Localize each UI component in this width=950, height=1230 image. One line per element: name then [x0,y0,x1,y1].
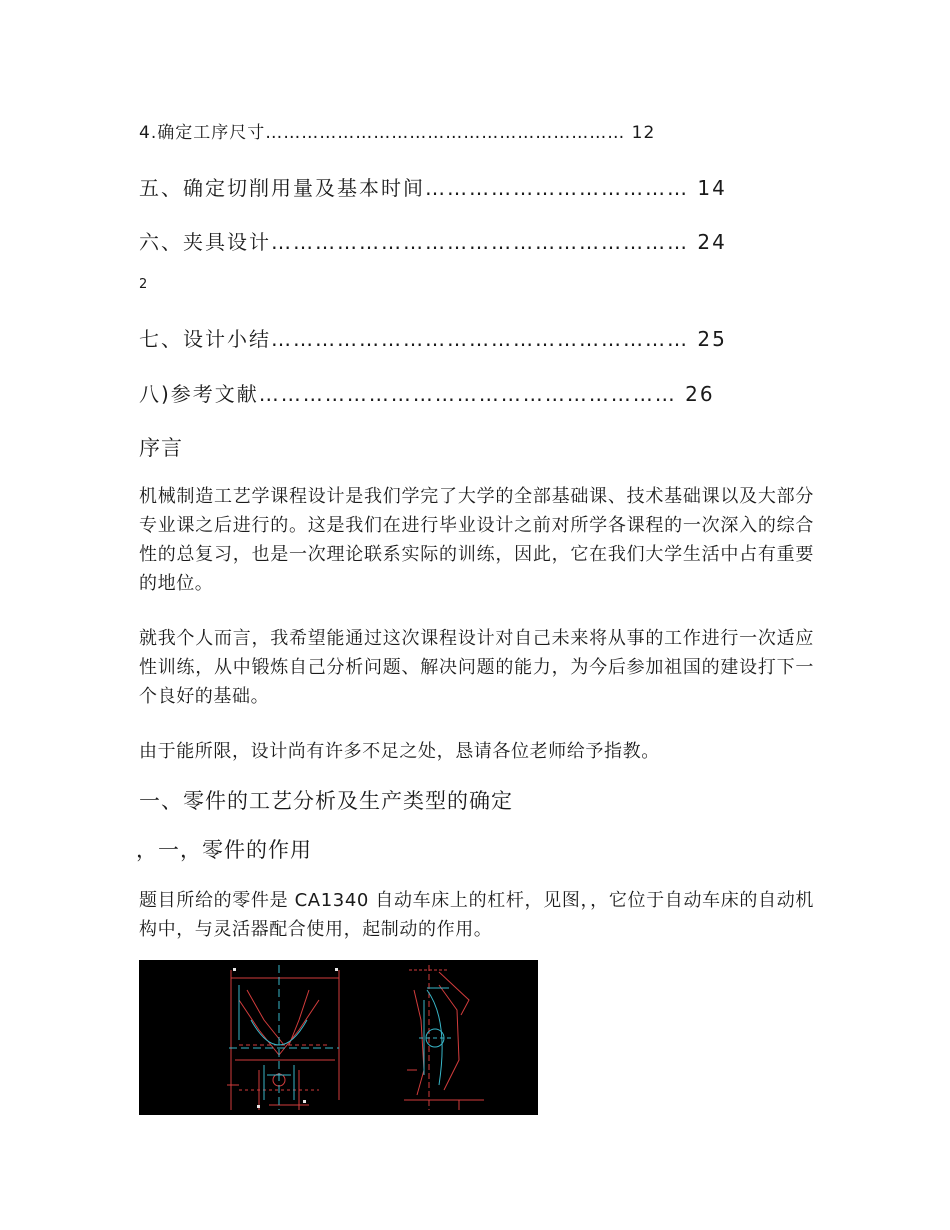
section-title: 一、零件的工艺分析及生产类型的确定 [139,789,513,813]
preface-title: 序言 [139,436,183,460]
part-drawing-image [139,960,538,1115]
toc-entry-references: 八)参考文献………………………………………………… 26 [139,382,715,406]
subsection-title: ，一，零件的作用 [136,838,312,862]
preface-paragraph-2: 就我个人而言，我希望能通过这次课程设计对自己未来将从事的工作进行一次适应性训练，从中锻炼自己分析问题、解决问题的能力，为今后参加祖国的建设打下一个良好的基础。 [139,628,814,707]
section-body-paragraph: 题目所给的零件是 CA1340 自动车床上的杠杆，见图，，它位于自动车床的自动机构中，与灵活器配合使用，起制动的作用。 [139,890,814,940]
preface-paragraph-1: 机械制造工艺学课程设计是我们学完了大学的全部基础课、技术基础课以及大部分专业课之后进行的。这是我们在进行毕业设计之前对所学各课程的一次深入的综合性的总复习，也是一次理论联系实际的训练，因此，它在我们大学生活中占有重要的地位。 [139,486,814,594]
toc-entry-cutting-parameters: 五、确定切削用量及基本时间……………………………… 14 [139,176,727,200]
toc-entry-design-summary: 七、设计小结………………………………………………… 25 [139,327,727,351]
preface-paragraph-3: 由于能所限，设计尚有许多不足之处，恳请各位老师给予指教。 [139,741,660,762]
toc-entry-process-dimensions: 4.确定工序尺寸…………………………………………………… 12 [139,123,656,143]
part-drawing-illustration [139,960,538,1115]
page-number: 2 [139,277,148,292]
toc-entry-fixture-design: 六、夹具设计………………………………………………… 24 [139,230,727,254]
